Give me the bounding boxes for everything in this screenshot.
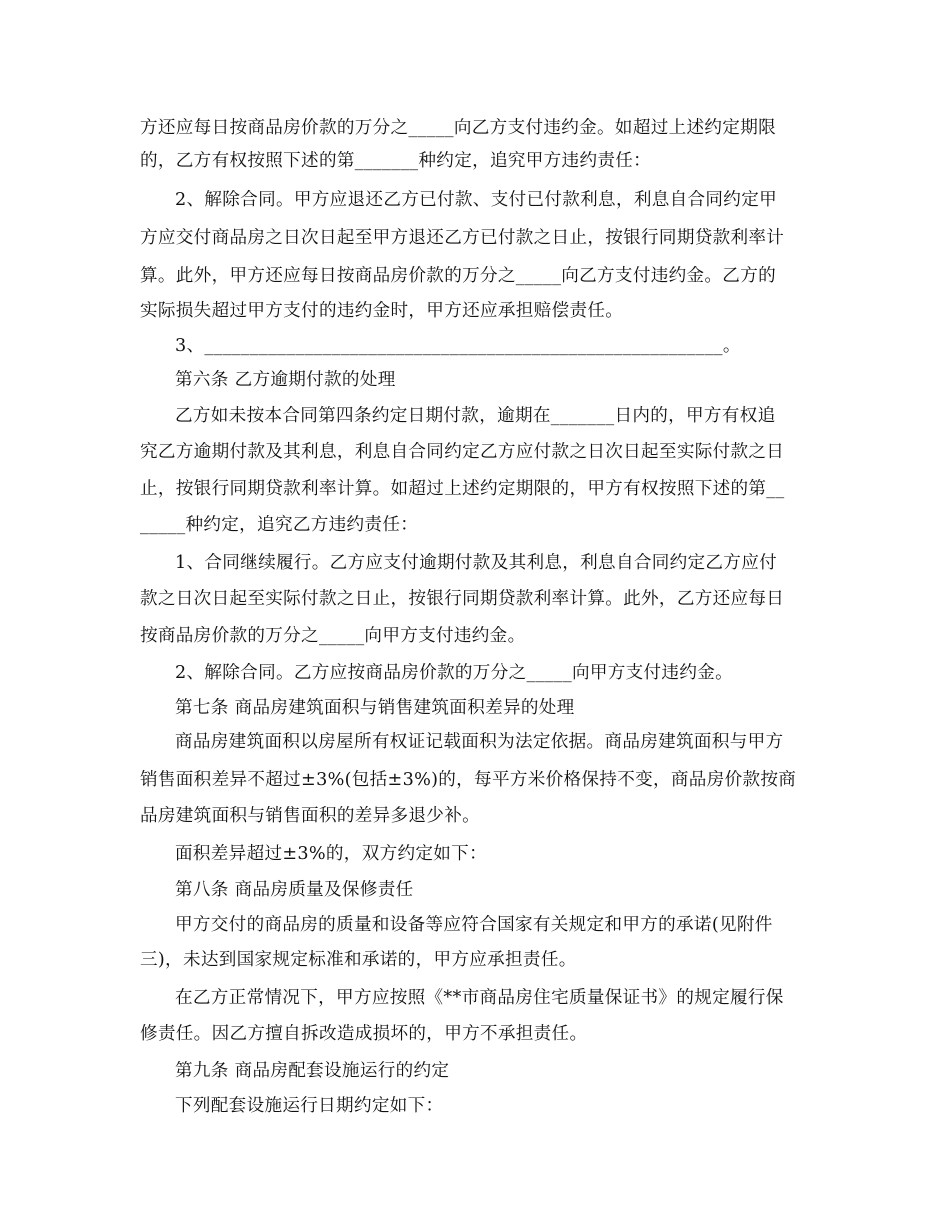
text-line: 商品房建筑面积以房屋所有权证记载面积为法定依据。商品房建筑面积与甲方 [175,732,784,752]
text-line: 止，按银行同期贷款利率计算。如超过上述约定期限的，甲方有权按照下述的第__ [140,479,785,499]
text-line: 2、解除合同。乙方应按商品房价款的万分之_____向甲方支付违约金。 [175,663,734,683]
text-line: 方还应每日按商品房价款的万分之_____向乙方支付违约金。如超过上述约定期限 [140,118,776,138]
text-line: 3、_________________________________________________________。 [175,336,741,356]
text-line: 品房建筑面积与销售面积的差异多退少补。 [140,806,480,826]
text-line: 在乙方正常情况下，甲方应按照《**市商品房住宅质量保证书》的规定履行保 [175,988,784,1008]
text-line: 乙方如未按本合同第四条约定日期付款，逾期在_______日内的，甲方有权追 [175,406,776,426]
section-heading: 第九条 商品房配套设施运行的约定 [175,1061,450,1081]
text-line: 面积差异超过±3%的，双方约定如下： [175,844,487,864]
section-heading: 第八条 商品房质量及保修责任 [175,880,414,900]
text-line: 销售面积差异不超过±3%(包括±3%)的，每平方米价格保持不变，商品房价款按商 [140,770,797,790]
text-line: 下列配套设施运行日期约定如下： [175,1096,444,1116]
text-line: 的，乙方有权按照下述的第_______种约定，追究甲方违约责任： [140,151,652,171]
section-heading: 第七条 商品房建筑面积与销售建筑面积差异的处理 [175,698,575,718]
text-line: 按商品房价款的万分之_____向甲方支付违约金。 [140,626,526,646]
text-line: 三)，未达到国家规定标准和承诺的，甲方应承担责任。 [140,950,577,970]
text-line: 算。此外，甲方还应每日按商品房价款的万分之_____向乙方支付违约金。乙方的 [140,266,776,286]
text-line: 实际损失超过甲方支付的违约金时，甲方还应承担赔偿责任。 [140,301,624,321]
text-line: 1、合同继续履行。乙方应支付逾期付款及其利息，利息自合同约定乙方应付 [175,553,777,573]
text-line: _____种约定，追究乙方违约责任： [140,515,419,535]
section-heading: 第六条 乙方逾期付款的处理 [175,370,396,390]
text-line: 方应交付商品房之日次日起至甲方退还乙方已付款之日止，按银行同期贷款利率计 [140,228,785,248]
text-line: 2、解除合同。甲方应退还乙方已付款、支付已付款利息，利息自合同约定甲 [175,190,777,210]
text-line: 究乙方逾期付款及其利息，利息自合同约定乙方应付款之日次日起至实际付款之日 [140,442,785,462]
text-line: 甲方交付的商品房的质量和设备等应符合国家有关规定和甲方的承诺(见附件 [175,915,773,935]
text-line: 修责任。因乙方擅自拆改造成损坏的，甲方不承担责任。 [140,1024,588,1044]
text-line: 款之日次日起至实际付款之日止，按银行同期贷款利率计算。此外，乙方还应每日 [140,589,785,609]
